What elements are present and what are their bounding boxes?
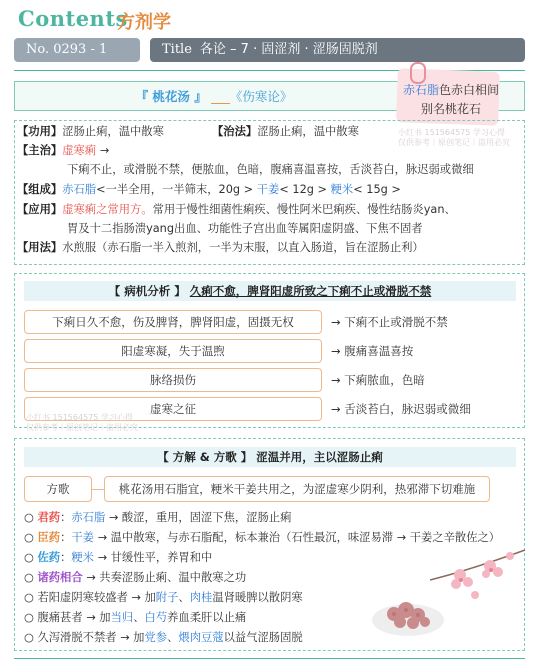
note-line2: 别名桃花石	[420, 102, 481, 116]
text-jun: → 酸涩，重用，固涩下焦，涩肠止痢	[108, 511, 292, 524]
value-yingyong-line1: 常用于慢性细菌性痢疾、慢性阿米巴痢疾、慢性结肠炎yan、	[152, 203, 456, 216]
fangjie-title	[24, 447, 516, 467]
analysis-title	[24, 281, 516, 301]
title-label: Title	[162, 42, 192, 57]
analysis-result-4: → 舌淡苔白，脉迟弱或微细	[331, 402, 471, 416]
fangge-label: 方歌	[24, 476, 92, 502]
jia1-mid: 、	[178, 591, 190, 604]
herb-ganjiang: 干姜	[256, 183, 280, 196]
text-he: → 共奏涩肠止痢、温中散寒之功	[86, 571, 247, 584]
analysis-cause-3: 脉络损伤	[24, 368, 322, 392]
row-zhuzhi	[17, 143, 109, 159]
row-zhuzhi-detail: 下痢不止，或滑脱不禁，便脓血，色暗，腹痛喜温喜按，舌淡苔白，脉迟弱或微细	[67, 163, 474, 176]
fangge-text: 桃花汤用石脂宜，粳米干姜共用之，为涩虚寒少阴利，热邪滞下切难施	[104, 476, 490, 502]
watermark-mid-line2: 仅供参考｜原创笔记｜盗用必究	[26, 423, 138, 432]
analysis-result-3: → 下痢脓血，色暗	[331, 373, 425, 387]
label-gongyong: 【功用】	[17, 125, 63, 138]
herb-dish-icon	[368, 580, 448, 640]
watermark-mid-line1: 小红书 151564575 学习心得	[26, 413, 133, 422]
jia1-pre: 若阳虚阴寒较盛者 → 加	[37, 591, 156, 604]
label-chen: 臣药	[37, 531, 61, 544]
footer-rule	[14, 658, 525, 659]
row-yingyong	[17, 202, 456, 218]
value-gongyong: 涩肠止痢，温中散寒	[62, 125, 164, 138]
row-jia2: ○ 腹痛甚者 → 加当归、白芍养血柔肝以止痛	[24, 611, 247, 624]
arrow-zhuzhi: →	[99, 144, 110, 157]
herb-chishizhi: 赤石脂	[62, 183, 97, 196]
title-cn: 方剂学	[117, 12, 171, 33]
jia1-herb2: 肉桂	[189, 591, 213, 604]
note-highlight: 赤石脂	[402, 83, 439, 97]
watermark-top	[398, 128, 510, 148]
jia2-herb2: 白芍	[144, 611, 168, 624]
fangjie-title-main: 涩温并用，主以涩肠止痢	[256, 450, 383, 464]
text-chen: → 温中散寒，与赤石脂配，标本兼治（石性最沉，味涩易滞 → 干姜之辛散佐之）	[97, 531, 501, 544]
jia2-mid: 、	[133, 611, 145, 624]
analysis-title-pre: 【 病机分析 】	[108, 284, 186, 298]
watermark-line2: 仅供参考｜原创笔记｜盗用必究	[398, 138, 510, 147]
value-yongfa: 水煎服（赤石脂一半入煎剂，一半为末服，以直入肠道，旨在涩肠止利）	[62, 241, 424, 254]
jia2-herb1: 当归	[110, 611, 134, 624]
formula-title: 『 桃花汤 』	[135, 89, 207, 104]
entry-number: No. 0293 - 1	[14, 38, 140, 62]
title-value: 各论 – 7 · 固涩剂 · 涩肠固脱剂	[199, 42, 378, 57]
herb-chen: 干姜	[71, 531, 94, 544]
label-zuo: 佐药	[37, 551, 61, 564]
row-chen: ○ 臣药：干姜 → 温中散寒，与赤石脂配，标本兼治（石性最沉，味涩易滞 → 干姜之辛散佐之）	[24, 531, 501, 544]
jia1-herb1: 附子	[155, 591, 179, 604]
note-rest: 色赤白相间	[439, 83, 500, 97]
value-zhuzhi-main: 虚寒痢	[62, 144, 97, 157]
dose-jingmi: < 15g >	[353, 183, 401, 196]
herb-jingmi: 粳米	[330, 183, 354, 196]
label-he: 诸药相合	[37, 571, 83, 584]
label-zucheng: 【组成】	[17, 183, 63, 196]
entry-title	[150, 38, 525, 62]
row-yingyong-line2: 胃及十二指肠溃yang出血、功能性子宫出血等属阳虚阴盛、下焦不固者	[67, 222, 423, 235]
value-yingyong-main: 虚寒痢之常用方。	[62, 203, 153, 216]
jia2-pre: 腹痛甚者 → 加	[37, 611, 111, 624]
herb-zuo: 粳米	[71, 551, 94, 564]
row-jia3: ○ 久泻滑脱不禁者 → 加党参、煨肉豆蔻以益气涩肠固脱	[24, 631, 303, 644]
watermark-mid	[26, 413, 138, 433]
jia3-herb1: 党参	[144, 631, 168, 644]
jia3-pre: 久泻滑脱不禁者 → 加	[37, 631, 145, 644]
source-sep: ___	[211, 89, 230, 104]
row-he: ○ 诸药相合 → 共奏涩肠止痢、温中散寒之功	[24, 571, 247, 584]
analysis-cause-1: 下痢日久不愈，伤及脾肾，脾肾阳虚，固摄无权	[24, 310, 322, 334]
row-zuo: ○ 佐药：粳米 → 甘缓性平，养胃和中	[24, 551, 213, 564]
dose-chishizhi: <一半全用，一半筛末，20g >	[96, 183, 254, 196]
jia3-post: 以益气涩肠固脱	[223, 631, 303, 644]
text-zuo: → 甘缓性平，养胃和中	[97, 551, 213, 564]
jia1-post: 温肾暖脾以散阴寒	[212, 591, 303, 604]
label-yongfa: 【用法】	[17, 241, 63, 254]
row-yongfa	[17, 240, 424, 256]
formula-source: 《伤寒论》	[229, 89, 293, 104]
dose-ganjiang: < 12g >	[279, 183, 328, 196]
row-gongyong	[17, 124, 164, 140]
analysis-cause-2: 阳虚寒凝，失于温煦	[24, 339, 322, 363]
analysis-cause-4: 虚寒之征	[24, 397, 322, 421]
formula-name	[14, 87, 414, 105]
analysis-title-main: 久痢不愈，脾肾阳虚所致之下痢不止或滑脱不禁	[189, 284, 432, 298]
label-jun: 君药	[37, 511, 61, 524]
jia3-mid: 、	[167, 631, 179, 644]
value-zhifa: 涩肠止痢，温中散寒	[257, 125, 359, 138]
jia2-post: 养血柔肝以止痛	[167, 611, 247, 624]
analysis-result-2: → 腹痛喜温喜按	[331, 344, 414, 358]
label-zhuzhi: 【主治】	[17, 144, 63, 157]
label-yingyong: 【应用】	[17, 203, 63, 216]
row-jia1: ○ 若阳虚阴寒较盛者 → 加附子、肉桂温肾暖脾以散阴寒	[24, 591, 303, 604]
watermark-line1: 小红书 151564575 学习心得	[398, 128, 505, 137]
row-zhifa	[212, 124, 359, 140]
fangge-connector	[92, 489, 104, 490]
title-en: Contents	[18, 6, 128, 31]
jia3-herb2: 煨肉豆蔻	[178, 631, 224, 644]
analysis-result-1: → 下痢不止或滑脱不禁	[331, 315, 448, 329]
row-zucheng	[17, 182, 401, 198]
fangjie-title-pre: 【 方解 & 方歌 】	[157, 450, 253, 464]
herb-jun: 赤石脂	[71, 511, 106, 524]
note-line1	[397, 81, 505, 98]
label-zhifa: 【治法】	[212, 125, 258, 138]
row-jun: ○ 君药：赤石脂 → 酸涩，重用，固涩下焦，涩肠止痢	[24, 511, 292, 524]
